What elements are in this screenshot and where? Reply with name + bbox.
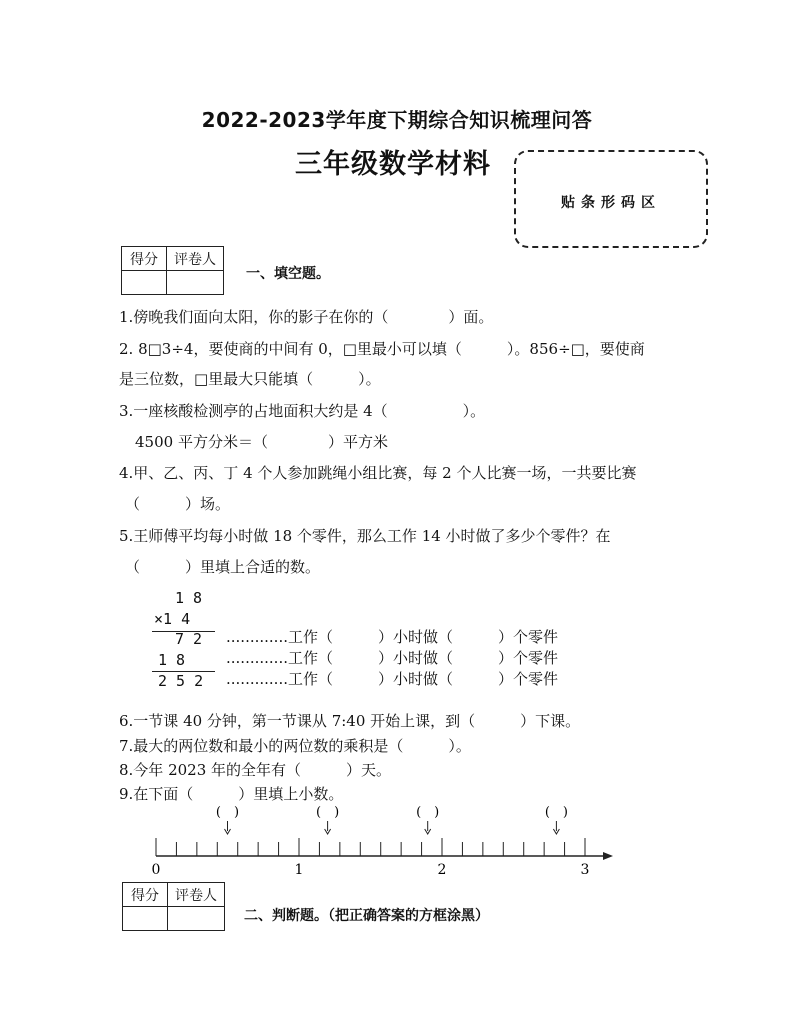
document-subtitle: 三年级数学材料 — [295, 149, 491, 180]
tick-label: 2 — [437, 862, 447, 878]
mult-row-2: ×1 4 — [154, 610, 191, 628]
section-heading-fill-blank: 一、填空题。 — [246, 266, 330, 282]
answer-blank: ( ) — [544, 805, 568, 820]
question-4-line-2: （ ）场。 — [125, 495, 231, 513]
question-5-line-2: （ ）里填上合适的数。 — [125, 558, 321, 576]
mult-row-3: 7 2 — [175, 630, 203, 648]
mult-explain-2: .............工作（ ）小时做（ ）个零件 — [226, 649, 558, 667]
score-header: 得分 — [122, 247, 167, 271]
number-line-arrow — [603, 852, 613, 860]
score-table-1 — [121, 246, 224, 295]
question-2-line-1: 2. 8□3÷4，要使商的中间有 0，□里最小可以填（ ）。856÷□，要使商 — [119, 340, 645, 358]
mult-row-4: 1 8 — [158, 651, 186, 669]
barcode-area — [514, 150, 708, 248]
number-line — [140, 800, 630, 884]
question-3-line-2: 4500 平方分米＝（ ）平方米 — [135, 433, 388, 451]
mult-row-1: 1 8 — [175, 589, 203, 607]
answer-blank: ( ) — [215, 805, 240, 820]
grader-cell[interactable] — [167, 271, 224, 295]
grader-cell[interactable] — [168, 907, 225, 931]
question-5-line-1: 5.王师傅平均每小时做 18 个零件，那么工作 14 小时做了多少个零件？在 — [119, 527, 611, 545]
mult-explain-3: .............工作（ ）小时做（ ）个零件 — [226, 670, 558, 688]
answer-blank: ( ) — [316, 805, 340, 820]
tick-label: 1 — [294, 862, 304, 878]
question-8: 8.今年 2023 年的全年有（ ）天。 — [119, 761, 392, 779]
question-9: 9.在下面（ ）里填上小数。 — [119, 785, 344, 803]
score-cell[interactable] — [123, 907, 168, 931]
document-title: 2022-2023学年度下期综合知识梳理问答 — [201, 108, 593, 132]
grader-header: 评卷人 — [167, 247, 224, 271]
mult-explain-1: .............工作（ ）小时做（ ）个零件 — [226, 628, 558, 646]
score-cell[interactable] — [122, 271, 167, 295]
tick-label: 3 — [580, 862, 590, 878]
grader-header: 评卷人 — [168, 883, 225, 907]
question-2-line-2: 是三位数，□里最大只能填（ ）。 — [119, 370, 381, 388]
question-4-line-1: 4.甲、乙、丙、丁 4 个人参加跳绳小组比赛，每 2 个人比赛一场，一共要比赛 — [119, 464, 637, 482]
section-heading-true-false: 二、判断题。（把正确答案的方框涂黑） — [244, 908, 489, 924]
barcode-label: 贴条形码区 — [561, 195, 661, 211]
tick-label: 0 — [151, 862, 161, 878]
question-6: 6.一节课 40 分钟，第一节课从 7:40 开始上课，到（ ）下课。 — [119, 712, 581, 730]
question-3-line-1: 3.一座核酸检测亭的占地面积大约是 4（ ）。 — [119, 402, 486, 420]
score-table-2 — [122, 882, 225, 931]
answer-blank: ( ) — [416, 805, 440, 820]
question-7: 7.最大的两位数和最小的两位数的乘积是（ ）。 — [119, 737, 471, 755]
question-1: 1.傍晚我们面向太阳，你的影子在你的（ ）面。 — [119, 308, 494, 326]
score-header: 得分 — [123, 883, 168, 907]
mult-row-5: 2 5 2 — [158, 672, 204, 690]
